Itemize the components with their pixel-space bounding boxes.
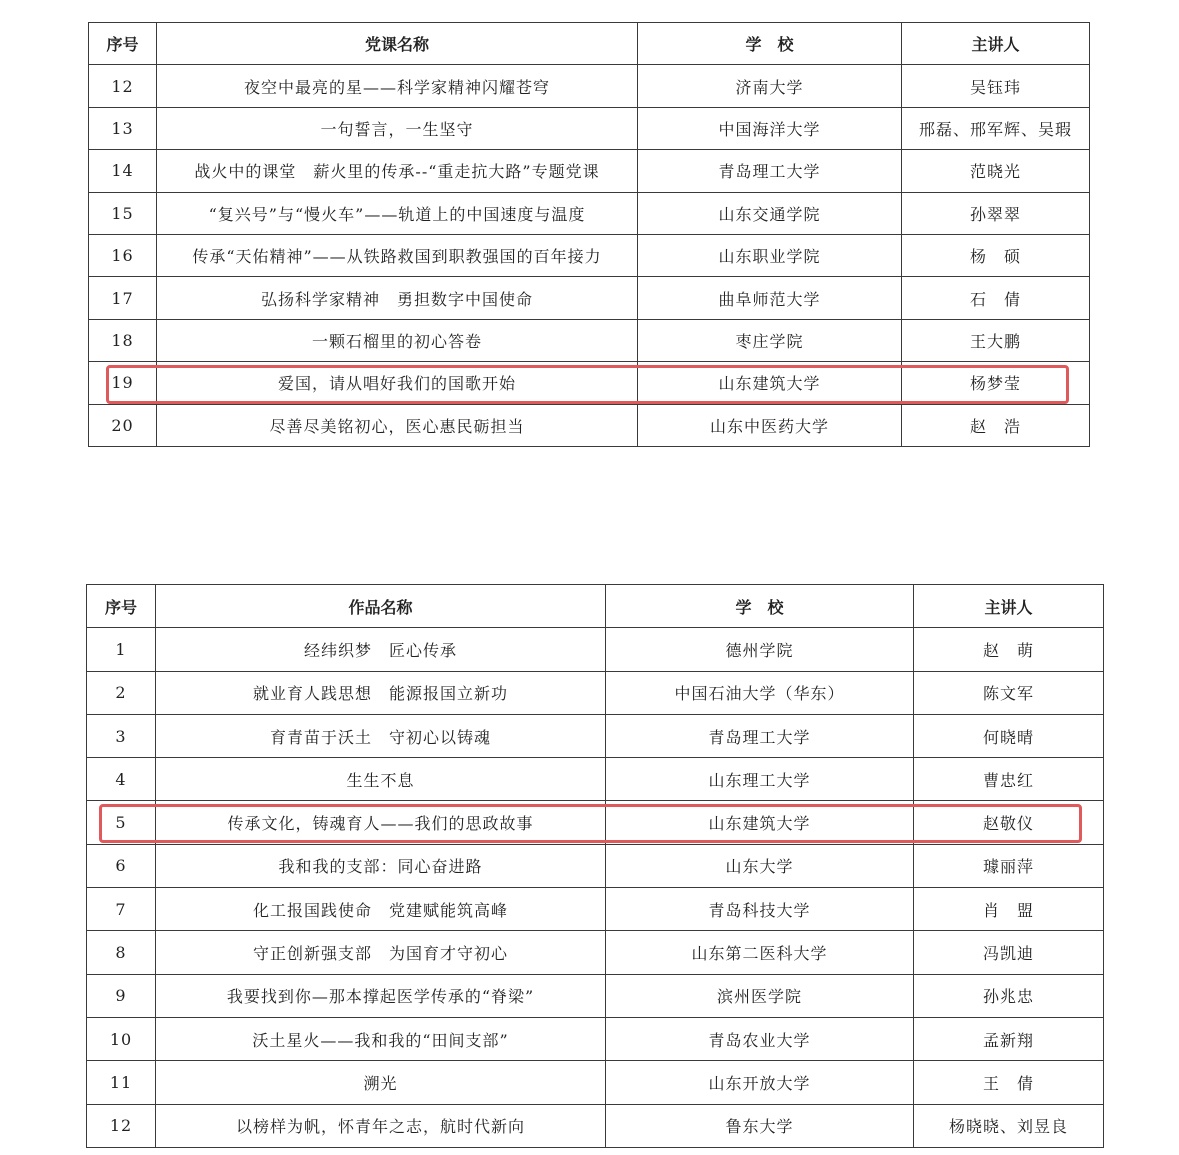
cell-speaker: 曹忠红 — [914, 758, 1104, 801]
cell-speaker: 杨晓晓、刘昱良 — [914, 1104, 1104, 1147]
cell-no: 13 — [89, 107, 157, 149]
cell-speaker: 王大鹏 — [902, 319, 1090, 361]
table-header-row — [87, 585, 1104, 628]
table-row — [87, 628, 1104, 671]
cell-speaker: 冯凯迪 — [914, 931, 1104, 974]
table-row — [87, 758, 1104, 801]
table-row — [89, 107, 1090, 149]
cell-name: 以榜样为帆，怀青年之志，航时代新向 — [156, 1104, 606, 1147]
cell-speaker: 何晓晴 — [914, 714, 1104, 757]
cell-speaker: 赵敬仪 — [914, 801, 1104, 844]
cell-name: 溯光 — [156, 1061, 606, 1104]
cell-no: 11 — [87, 1061, 156, 1104]
works-table — [86, 584, 1104, 1148]
cell-no: 15 — [89, 192, 157, 234]
cell-school: 德州学院 — [606, 628, 914, 671]
cell-no: 7 — [87, 888, 156, 931]
cell-no: 18 — [89, 319, 157, 361]
table-row — [87, 888, 1104, 931]
cell-no: 5 — [87, 801, 156, 844]
cell-name: 传承“天佑精神”——从铁路救国到职教强国的百年接力 — [157, 234, 638, 276]
table-row — [89, 65, 1090, 107]
cell-no: 20 — [89, 404, 157, 446]
cell-school: 青岛科技大学 — [606, 888, 914, 931]
cell-school: 济南大学 — [638, 65, 902, 107]
cell-no: 3 — [87, 714, 156, 757]
cell-no: 6 — [87, 844, 156, 887]
cell-name: 我要找到你—那本撑起医学传承的“脊梁” — [156, 974, 606, 1017]
table-row — [89, 150, 1090, 192]
cell-no: 9 — [87, 974, 156, 1017]
table-row — [87, 844, 1104, 887]
table-row — [89, 234, 1090, 276]
cell-name: 弘扬科学家精神 勇担数字中国使命 — [157, 277, 638, 319]
table-row — [87, 1061, 1104, 1104]
table-row — [87, 714, 1104, 757]
highlight-box — [106, 365, 1069, 404]
cell-name: 战火中的课堂 薪火里的传承--“重走抗大路”专题党课 — [157, 150, 638, 192]
cell-no: 19 — [89, 362, 157, 404]
cell-no: 16 — [89, 234, 157, 276]
table-row — [89, 192, 1090, 234]
table-row — [89, 277, 1090, 319]
cell-no: 14 — [89, 150, 157, 192]
cell-name: 化工报国践使命 党建赋能筑高峰 — [156, 888, 606, 931]
header-work-name: 作品名称 — [156, 585, 606, 628]
cell-speaker: 赵 萌 — [914, 628, 1104, 671]
cell-school: 山东开放大学 — [606, 1061, 914, 1104]
cell-no: 1 — [87, 628, 156, 671]
cell-speaker: 杨梦莹 — [902, 362, 1090, 404]
cell-name: 夜空中最亮的星——科学家精神闪耀苍穹 — [157, 65, 638, 107]
cell-name: 一颗石榴里的初心答卷 — [157, 319, 638, 361]
table-row — [87, 1104, 1104, 1147]
cell-name: 经纬织梦 匠心传承 — [156, 628, 606, 671]
cell-school: 中国石油大学（华东） — [606, 671, 914, 714]
cell-speaker: 范晓光 — [902, 150, 1090, 192]
table-row — [87, 931, 1104, 974]
header-school: 学 校 — [638, 23, 902, 65]
table-row — [89, 319, 1090, 361]
cell-school: 青岛农业大学 — [606, 1017, 914, 1060]
header-speaker: 主讲人 — [914, 585, 1104, 628]
cell-no: 4 — [87, 758, 156, 801]
header-no: 序号 — [87, 585, 156, 628]
header-school: 学 校 — [606, 585, 914, 628]
cell-school: 山东建筑大学 — [638, 362, 902, 404]
cell-speaker: 陈文军 — [914, 671, 1104, 714]
cell-speaker: 肖 盟 — [914, 888, 1104, 931]
cell-school: 青岛理工大学 — [606, 714, 914, 757]
cell-school: 滨州医学院 — [606, 974, 914, 1017]
table-row — [87, 1017, 1104, 1060]
cell-school: 山东大学 — [606, 844, 914, 887]
cell-speaker: 吴钰玮 — [902, 65, 1090, 107]
highlight-box — [99, 804, 1082, 843]
cell-school: 山东中医药大学 — [638, 404, 902, 446]
cell-speaker: 赵 浩 — [902, 404, 1090, 446]
cell-name: 就业育人践思想 能源报国立新功 — [156, 671, 606, 714]
header-no: 序号 — [89, 23, 157, 65]
header-speaker: 主讲人 — [902, 23, 1090, 65]
cell-name: 爱国，请从唱好我们的国歌开始 — [157, 362, 638, 404]
cell-school: 曲阜师范大学 — [638, 277, 902, 319]
cell-name: 传承文化，铸魂育人——我们的思政故事 — [156, 801, 606, 844]
cell-speaker: 孟新翔 — [914, 1017, 1104, 1060]
cell-speaker: 邢磊、邢军辉、吴瑕 — [902, 107, 1090, 149]
cell-school: 中国海洋大学 — [638, 107, 902, 149]
cell-no: 12 — [89, 65, 157, 107]
cell-speaker: 孙兆忠 — [914, 974, 1104, 1017]
cell-speaker: 孙翠翠 — [902, 192, 1090, 234]
cell-school: 青岛理工大学 — [638, 150, 902, 192]
cell-name: 沃土星火——我和我的“田间支部” — [156, 1017, 606, 1060]
cell-no: 17 — [89, 277, 157, 319]
table-header-row — [89, 23, 1090, 65]
cell-school: 山东交通学院 — [638, 192, 902, 234]
cell-no: 10 — [87, 1017, 156, 1060]
cell-school: 鲁东大学 — [606, 1104, 914, 1147]
header-course-name: 党课名称 — [157, 23, 638, 65]
cell-school: 枣庄学院 — [638, 319, 902, 361]
table-row — [87, 671, 1104, 714]
cell-no: 2 — [87, 671, 156, 714]
cell-speaker: 石 倩 — [902, 277, 1090, 319]
cell-school: 山东职业学院 — [638, 234, 902, 276]
cell-school: 山东第二医科大学 — [606, 931, 914, 974]
cell-name: “复兴号”与“慢火车”——轨道上的中国速度与温度 — [157, 192, 638, 234]
cell-name: 守正创新强支部 为国育才守初心 — [156, 931, 606, 974]
cell-speaker: 杨 硕 — [902, 234, 1090, 276]
cell-no: 12 — [87, 1104, 156, 1147]
table-row — [89, 404, 1090, 446]
cell-name: 生生不息 — [156, 758, 606, 801]
cell-name: 一句誓言，一生坚守 — [157, 107, 638, 149]
table-row — [87, 974, 1104, 1017]
cell-no: 8 — [87, 931, 156, 974]
cell-name: 育青苗于沃土 守初心以铸魂 — [156, 714, 606, 757]
cell-name: 我和我的支部：同心奋进路 — [156, 844, 606, 887]
cell-school: 山东建筑大学 — [606, 801, 914, 844]
cell-speaker: 王 倩 — [914, 1061, 1104, 1104]
cell-name: 尽善尽美铭初心，医心惠民砺担当 — [157, 404, 638, 446]
cell-speaker: 璩丽萍 — [914, 844, 1104, 887]
cell-school: 山东理工大学 — [606, 758, 914, 801]
